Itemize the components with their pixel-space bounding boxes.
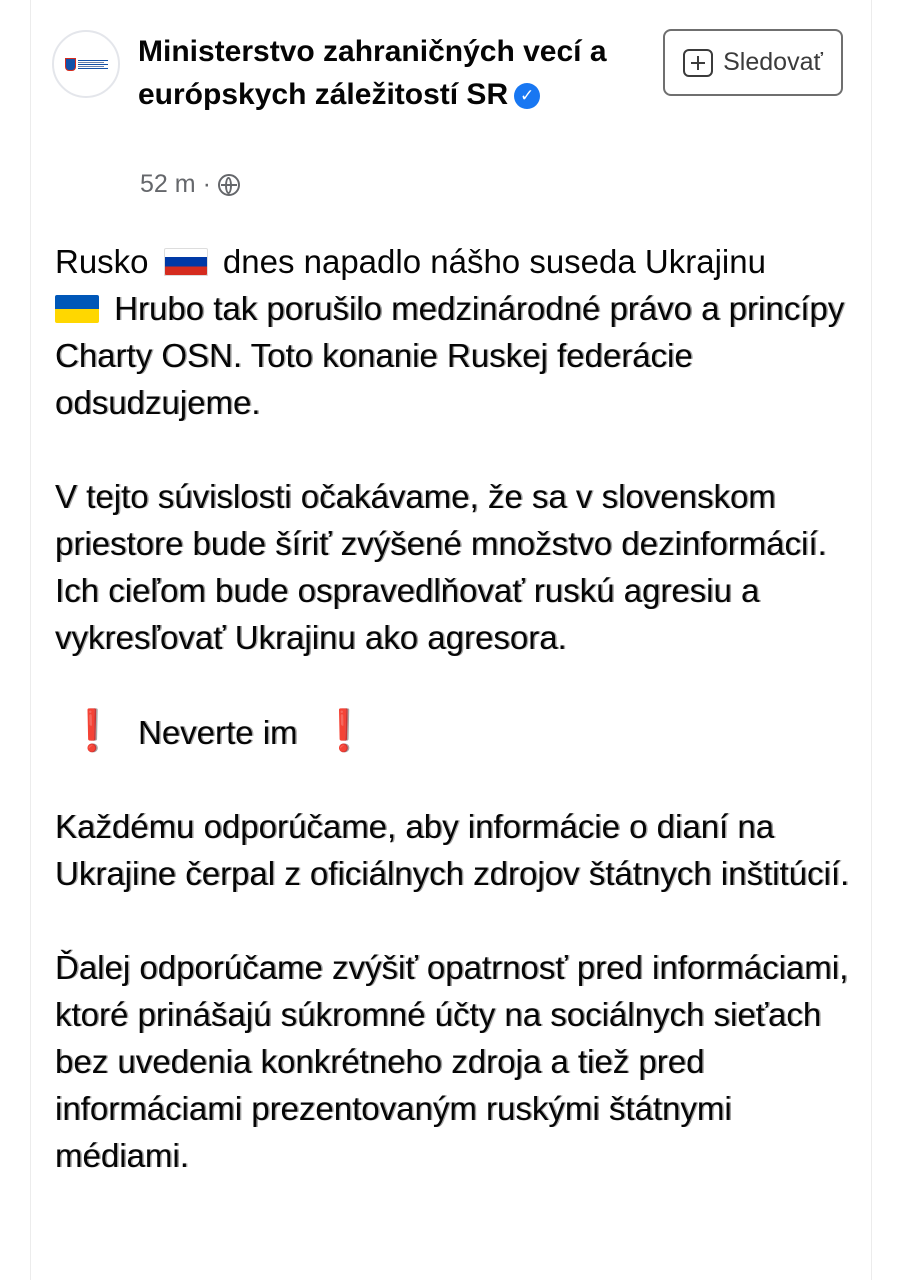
page-name-text[interactable]: Ministerstvo zahraničných vecí a európskych záležitostí SR bbox=[138, 35, 607, 111]
post-body bbox=[55, 238, 855, 1179]
exclamation-icon: ❗ bbox=[67, 709, 117, 753]
post-paragraph-5: Ďalej odporúčame zvýšiť opatrnosť pred informáciami, ktoré prinášajú súkromné účty na sociálnych sieťach bez uvedenia konkrétneho zdroja a tiež pred informáciami prezentovaným ruskými štátnymi médiami. bbox=[55, 949, 849, 1174]
meta-separator: · bbox=[202, 170, 211, 198]
post-paragraph-4: Každému odporúčame, aby informácie o dianí na Ukrajine čerpal z oficiálnych zdrojov štátnych inštitúcií. bbox=[55, 808, 850, 892]
globe-icon[interactable] bbox=[218, 174, 240, 196]
verified-badge-icon: ✓ bbox=[514, 83, 540, 109]
post-paragraph-1: Rusko dnes napadlo nášho suseda Ukrajinu Hrubo tak porušilo medzinárodné právo a princípy Charty OSN. Toto konanie Ruskej federácie odsudzujeme. bbox=[55, 243, 845, 421]
page-avatar[interactable] bbox=[52, 30, 120, 98]
post-time[interactable]: 52 m bbox=[140, 170, 196, 198]
ministry-logo-icon bbox=[65, 58, 108, 71]
page-name[interactable] bbox=[138, 30, 648, 116]
post-paragraph-2: V tejto súvislosti očakávame, že sa v slovenskom priestore bude šíriť zvýšené množstvo dezinformácií. Ich cieľom bude ospravedlňovať ruskú agresiu a vykresľovať Ukrajinu ako agresora. bbox=[55, 478, 827, 656]
post-paragraph-3 bbox=[55, 708, 855, 756]
ukraine-flag-icon bbox=[55, 295, 99, 323]
follow-button-label: Sledovať bbox=[723, 48, 823, 76]
follow-button[interactable] bbox=[663, 29, 843, 96]
russia-flag-icon bbox=[164, 248, 208, 276]
neverte-im-text: Neverte im bbox=[137, 714, 298, 751]
follow-plus-icon bbox=[683, 49, 713, 77]
exclamation-icon: ❗ bbox=[318, 709, 369, 753]
post-meta bbox=[140, 170, 240, 199]
